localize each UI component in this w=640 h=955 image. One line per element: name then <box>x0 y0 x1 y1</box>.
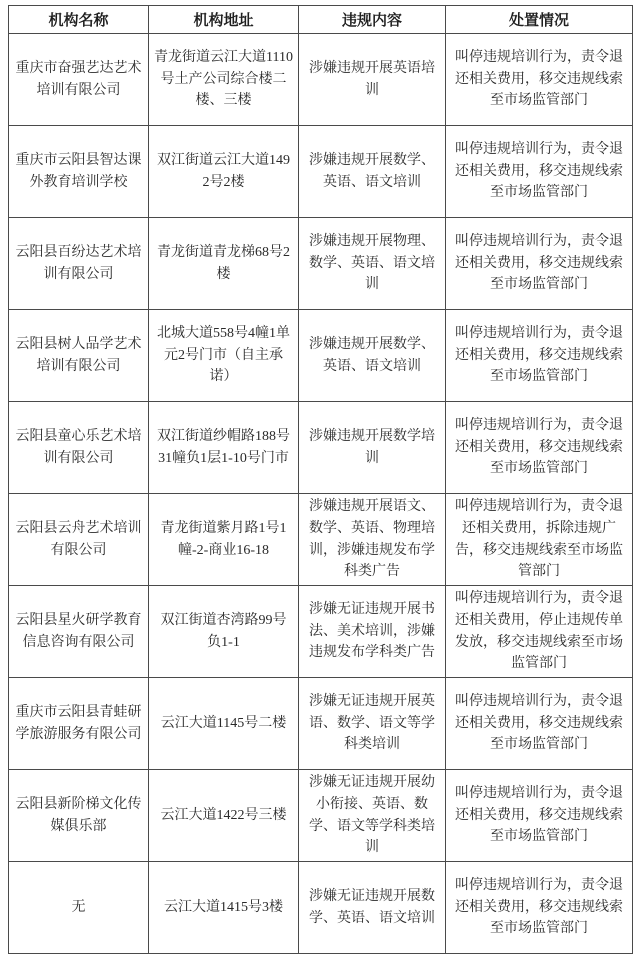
table-header-row <box>9 6 633 34</box>
cell-disposition: 叫停违规培训行为，责令退还相关费用，拆除违规广告，移交违规线索至市场监管部门 <box>446 494 633 586</box>
cell-institution-address: 青龙街道云江大道1110号土产公司综合楼二楼、三楼 <box>149 34 299 126</box>
cell-institution-name: 重庆市云阳县智达课外教育培训学校 <box>9 126 149 218</box>
table-row <box>9 678 633 770</box>
cell-institution-address: 青龙街道紫月路1号1幢-2-商业16-18 <box>149 494 299 586</box>
table-row <box>9 126 633 218</box>
cell-institution-name: 无 <box>9 862 149 954</box>
cell-violation-content: 涉嫌无证违规开展幼小衔接、英语、数学、语文等学科类培训 <box>299 770 446 862</box>
cell-violation-content: 涉嫌违规开展物理、数学、英语、语文培训 <box>299 218 446 310</box>
column-header-institution-address: 机构地址 <box>149 6 299 34</box>
cell-disposition: 叫停违规培训行为，责令退还相关费用，移交违规线索至市场监管部门 <box>446 126 633 218</box>
cell-violation-content: 涉嫌无证违规开展英语、数学、语文等学科类培训 <box>299 678 446 770</box>
cell-institution-name: 云阳县百纷达艺术培训有限公司 <box>9 218 149 310</box>
table-row <box>9 402 633 494</box>
cell-institution-address: 双江街道纱帽路188号31幢负1层1-10号门市 <box>149 402 299 494</box>
table-row <box>9 34 633 126</box>
cell-institution-name: 云阳县童心乐艺术培训有限公司 <box>9 402 149 494</box>
cell-institution-name: 云阳县树人品学艺术培训有限公司 <box>9 310 149 402</box>
cell-institution-address: 云江大道1415号3楼 <box>149 862 299 954</box>
cell-disposition: 叫停违规培训行为，责令退还相关费用，移交违规线索至市场监管部门 <box>446 218 633 310</box>
cell-institution-name: 云阳县星火研学教育信息咨询有限公司 <box>9 586 149 678</box>
cell-disposition: 叫停违规培训行为，责令退还相关费用，移交违规线索至市场监管部门 <box>446 862 633 954</box>
cell-violation-content: 涉嫌无证违规开展数学、英语、语文培训 <box>299 862 446 954</box>
cell-disposition: 叫停违规培训行为，责令退还相关费用，停止违规传单发放，移交违规线索至市场监管部门 <box>446 586 633 678</box>
cell-disposition: 叫停违规培训行为，责令退还相关费用，移交违规线索至市场监管部门 <box>446 770 633 862</box>
cell-violation-content: 涉嫌违规开展数学培训 <box>299 402 446 494</box>
cell-violation-content: 涉嫌违规开展语文、数学、英语、物理培训，涉嫌违规发布学科类广告 <box>299 494 446 586</box>
cell-violation-content: 涉嫌违规开展数学、英语、语文培训 <box>299 310 446 402</box>
cell-disposition: 叫停违规培训行为，责令退还相关费用，移交违规线索至市场监管部门 <box>446 678 633 770</box>
cell-violation-content: 涉嫌违规开展数学、英语、语文培训 <box>299 126 446 218</box>
cell-institution-name: 重庆市云阳县青蛙研学旅游服务有限公司 <box>9 678 149 770</box>
cell-disposition: 叫停违规培训行为，责令退还相关费用，移交违规线索至市场监管部门 <box>446 310 633 402</box>
table-row <box>9 862 633 954</box>
table-row <box>9 494 633 586</box>
cell-institution-name: 云阳县云舟艺术培训有限公司 <box>9 494 149 586</box>
cell-institution-address: 云江大道1422号三楼 <box>149 770 299 862</box>
cell-institution-name: 云阳县新阶梯文化传媒俱乐部 <box>9 770 149 862</box>
column-header-disposition: 处置情况 <box>446 6 633 34</box>
violation-table <box>8 5 633 954</box>
cell-disposition: 叫停违规培训行为，责令退还相关费用，移交违规线索至市场监管部门 <box>446 402 633 494</box>
cell-institution-address: 青龙街道青龙梯68号2楼 <box>149 218 299 310</box>
column-header-institution-name: 机构名称 <box>9 6 149 34</box>
cell-institution-address: 北城大道558号4幢1单元2号门市（自主承诺） <box>149 310 299 402</box>
table-row <box>9 218 633 310</box>
table-row <box>9 310 633 402</box>
cell-institution-address: 云江大道1145号二楼 <box>149 678 299 770</box>
column-header-violation-content: 违规内容 <box>299 6 446 34</box>
cell-violation-content: 涉嫌无证违规开展书法、美术培训，涉嫌违规发布学科类广告 <box>299 586 446 678</box>
table-body <box>9 34 633 954</box>
cell-violation-content: 涉嫌违规开展英语培训 <box>299 34 446 126</box>
table-row <box>9 586 633 678</box>
cell-institution-address: 双江街道杏湾路99号负1-1 <box>149 586 299 678</box>
cell-institution-name: 重庆市奋强艺达艺术培训有限公司 <box>9 34 149 126</box>
table-row <box>9 770 633 862</box>
cell-institution-address: 双江街道云江大道1492号2楼 <box>149 126 299 218</box>
cell-disposition: 叫停违规培训行为，责令退还相关费用，移交违规线索至市场监管部门 <box>446 34 633 126</box>
